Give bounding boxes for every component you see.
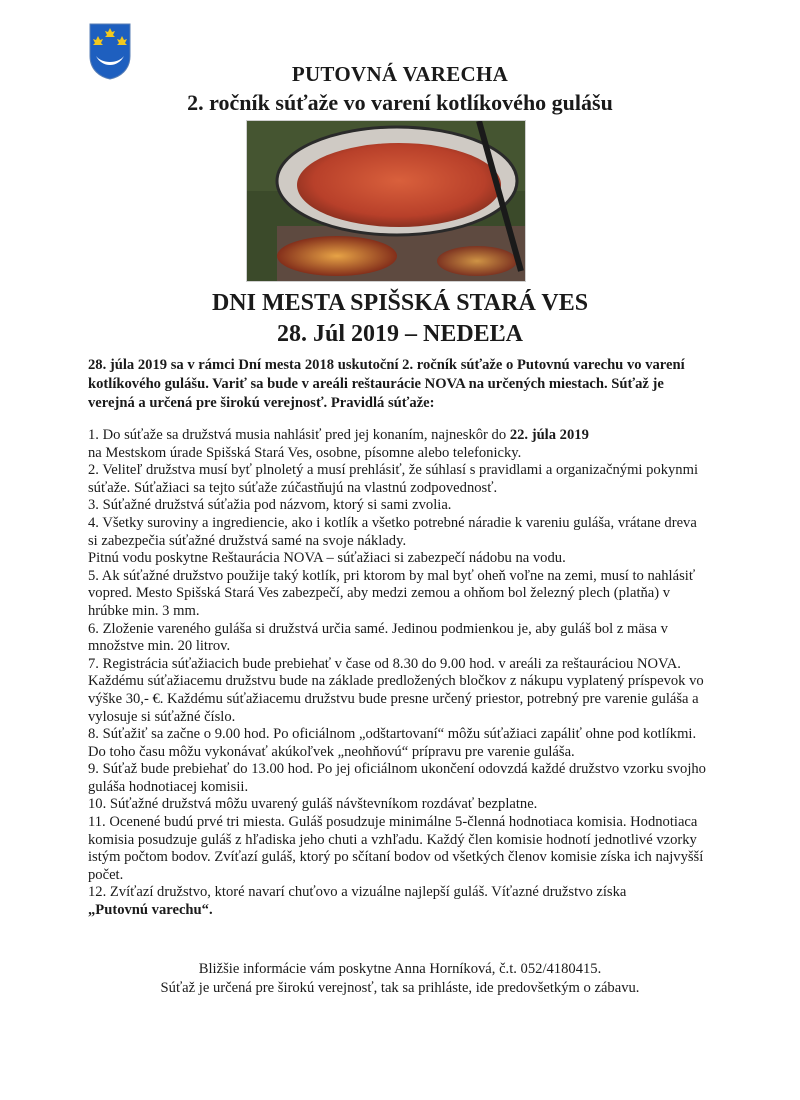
rule-item: 12. Zvíťazí družstvo, ktoré navarí chuťovo a vizuálne najlepší guláš. Víťazné družstvo získa „Putovnú varechu“. — [88, 884, 627, 919]
rule-item: 7. Registrácia súťažiacich bude prebiehať v čase od 8.30 do 9.00 hod. v areáli za reštauráciou NOVA. Každému súťažiacemu družstvu bude na základe predložených bločkov z nákupu vyplatený príspevok vo výške 30,- €. Každému súťažiacemu družstvu bude presne určený priestor, potrebný pre varenie guláša a vylosuje si súťažné číslo. — [88, 655, 704, 725]
footer — [0, 960, 800, 998]
rules-list — [88, 427, 708, 920]
rule-item: 10. Súťažné družstvá môžu uvarený guláš návštevníkom rozdávať bezplatne. — [88, 796, 538, 813]
rule-item: 2. Veliteľ družstva musí byť plnoletý a musí prehlásiť, že súhlasí s pravidlami a organizačnými pokynmi súťaže. Súťažiaci sa tejto súťaže zúčastňujú na vlastnú zodpovednosť. — [88, 462, 699, 496]
goulash-photo — [246, 120, 526, 282]
page-subtitle: 2. ročník súťaže vo varení kotlíkového gulášu — [187, 90, 613, 115]
rule-item: Pitnú vodu poskytne Reštaurácia NOVA – súťažiaci si zabezpečí nádobu na vodu. — [88, 550, 566, 567]
rule-item: 9. Súťaž bude prebiehať do 13.00 hod. Po jej oficiálnom ukončení odovzdá každé družstvo vzorku svojho guláša hodnotiacej komisii. — [88, 761, 706, 795]
rule-item: 8. Súťažiť sa začne o 9.00 hod. Po oficiálnom „odštartovaní“ môžu súťažiaci zapáliť ohne pod kotlíkmi. Do toho času môžu vykonávať akúkoľvek „neohňovú“ prípravu pre varenie guláša. — [88, 726, 697, 760]
rule-item: 11. Ocenené budú prvé tri miesta. Guláš posudzuje minimálne 5-členná hodnotiaca komisia. Hodnotiaca komisia posudzuje guláš z hľadiska jeho chuti a vzhľadu. Každý člen komisie hodnotí jednotlivé vzorky istým počtom bodov. Zvíťazí guláš, ktorý po sčítaní bodov od všetkých členov komisie získa ich najvyšší počet. — [88, 814, 704, 883]
contact-info: Bližšie informácie vám poskytne Anna Horníková, č.t. 052/4180415. — [198, 961, 602, 977]
deadline-date: 22. júla 2019 — [509, 427, 589, 443]
rule-item: 6. Zloženie vareného guláša si družstvá určia samé. Jedinou podmienkou je, aby guláš bol z mäsa v množstve min. 20 litrov. — [88, 620, 668, 655]
footer-note: Súťaž je určená pre širokú verejnosť, tak sa prihláste, ide predovšetkým o zábavu. — [160, 980, 640, 996]
rule-item: 1. Do súťaže sa družstvá musia nahlásiť pred jej konaním, najneskôr do 22. júla 2019 na Mestskom úrade Spišská Stará Ves, osobne, písomne alebo telefonicky. — [88, 427, 589, 461]
event-date: 28. Júl 2019 – NEDEĽA — [276, 321, 524, 347]
rule-item: 4. Všetky suroviny a ingrediencie, ako i kotlík a všetko potrebné náradie k vareniu guláša, vrátane dreva si zabezpečia súťažné družstvá samé na svoje náklady. — [88, 514, 697, 549]
rule-item: 5. Ak súťažné družstvo použije taký kotlík, pri ktorom by mal byť oheň voľne na zemi, musí to nahlásiť vopred. Mesto Spišská Stará Ves zabezpečí, aby medzi zemou a ohňom bol železný plech (platňa) v hrúbke min. 3 mm. — [88, 567, 696, 619]
rule-item: 3. Súťažné družstvá súťažia pod názvom, ktorý si sami zvolia. — [88, 497, 452, 514]
intro-paragraph: 28. júla 2019 sa v rámci Dní mesta 2018 uskutoční 2. ročník súťaže o Putovnú varechu vo varení kotlíkového gulášu. Variť sa bude v areáli reštaurácie NOVA na určených miestach. Súťaž je verejná a určená pre širokú verejnosť. Pravidlá súťaže: — [88, 357, 685, 411]
prize-name: „Putovnú varechu“. — [88, 902, 213, 919]
page-title: PUTOVNÁ VARECHA — [291, 62, 509, 86]
event-heading: DNI MESTA SPIŠSKÁ STARÁ VES — [211, 290, 589, 316]
